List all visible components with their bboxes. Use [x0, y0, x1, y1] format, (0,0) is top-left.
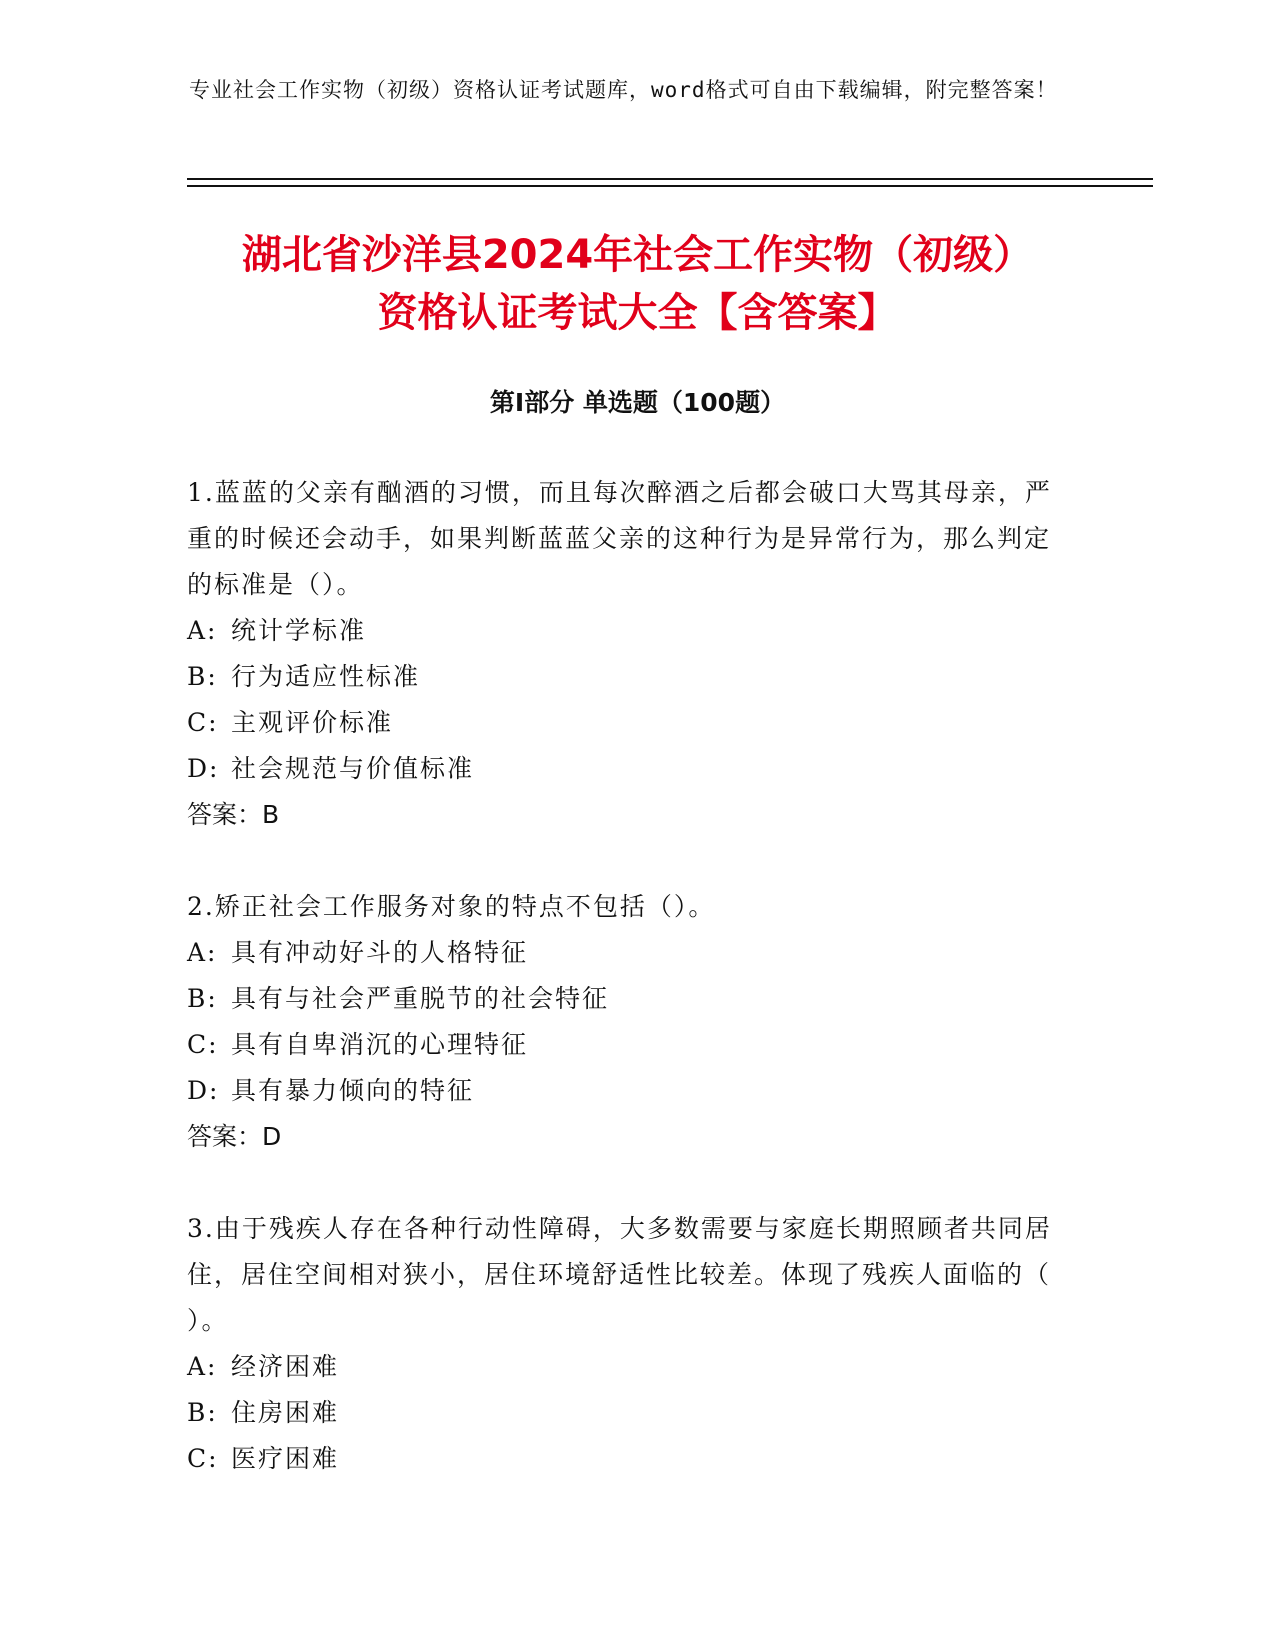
option-key: D: — [187, 754, 220, 783]
option-key: D: — [187, 1076, 220, 1105]
option-text: 住房困难 — [231, 1398, 340, 1427]
option-text: 具有与社会严重脱节的社会特征 — [231, 984, 610, 1013]
option-text: 统计学标准 — [231, 616, 367, 645]
header-note: 专业社会工作实物（初级）资格认证考试题库，word格式可自由下载编辑，附完整答案！ — [189, 78, 1058, 102]
document-title — [150, 226, 1125, 342]
option-key: A: — [187, 1352, 218, 1381]
option-text: 社会规范与价值标准 — [231, 754, 475, 783]
option-text: 具有自卑消沉的心理特征 — [231, 1030, 529, 1059]
option-d — [187, 1068, 1067, 1114]
option-key: C: — [187, 708, 219, 737]
option-key: A: — [187, 616, 218, 645]
option-key: B: — [187, 1398, 218, 1427]
option-d — [187, 746, 1067, 792]
question-stem: 3.由于残疾人存在各种行动性障碍，大多数需要与家庭长期照顾者共同居住，居住空间相对狭小，居住环境舒适性比较差。体现了残疾人面临的（ ）。 — [187, 1214, 1052, 1335]
option-text: 具有暴力倾向的特征 — [231, 1076, 475, 1105]
option-c — [187, 1436, 1067, 1482]
section-title: 第Ⅰ部分 单选题（100题） — [489, 388, 786, 417]
question-list — [187, 470, 1067, 1528]
question-stem: 1.蓝蓝的父亲有酗酒的习惯，而且每次醉酒之后都会破口大骂其母亲，严重的时候还会动手，如果判断蓝蓝父亲的这种行为是异常行为，那么判定的标准是（）。 — [187, 478, 1052, 599]
question-stem: 2.矫正社会工作服务对象的特点不包括（）。 — [187, 892, 716, 921]
option-a — [187, 930, 1067, 976]
answer-line: 答案：B — [187, 800, 280, 829]
option-b — [187, 654, 1067, 700]
document-title-line-2: 资格认证考试大全【含答案】 — [377, 290, 898, 336]
option-a — [187, 608, 1067, 654]
header-divider-bottom — [187, 185, 1153, 187]
option-c — [187, 1022, 1067, 1068]
header-divider-top — [187, 178, 1153, 180]
option-key: B: — [187, 984, 218, 1013]
option-text: 主观评价标准 — [231, 708, 394, 737]
question-2 — [187, 884, 1067, 1160]
question-3 — [187, 1206, 1067, 1482]
question-1 — [187, 470, 1067, 838]
document-title-line-1: 湖北省沙洋县2024年社会工作实物（初级） — [241, 232, 1034, 278]
option-key: C: — [187, 1444, 219, 1473]
option-key: A: — [187, 938, 218, 967]
option-b — [187, 976, 1067, 1022]
option-b — [187, 1390, 1067, 1436]
option-text: 具有冲动好斗的人格特征 — [231, 938, 529, 967]
option-key: C: — [187, 1030, 219, 1059]
option-c — [187, 700, 1067, 746]
option-text: 行为适应性标准 — [231, 662, 421, 691]
option-a — [187, 1344, 1067, 1390]
option-text: 经济困难 — [231, 1352, 340, 1381]
option-text: 医疗困难 — [231, 1444, 340, 1473]
option-key: B: — [187, 662, 218, 691]
answer-line: 答案：D — [187, 1122, 282, 1151]
